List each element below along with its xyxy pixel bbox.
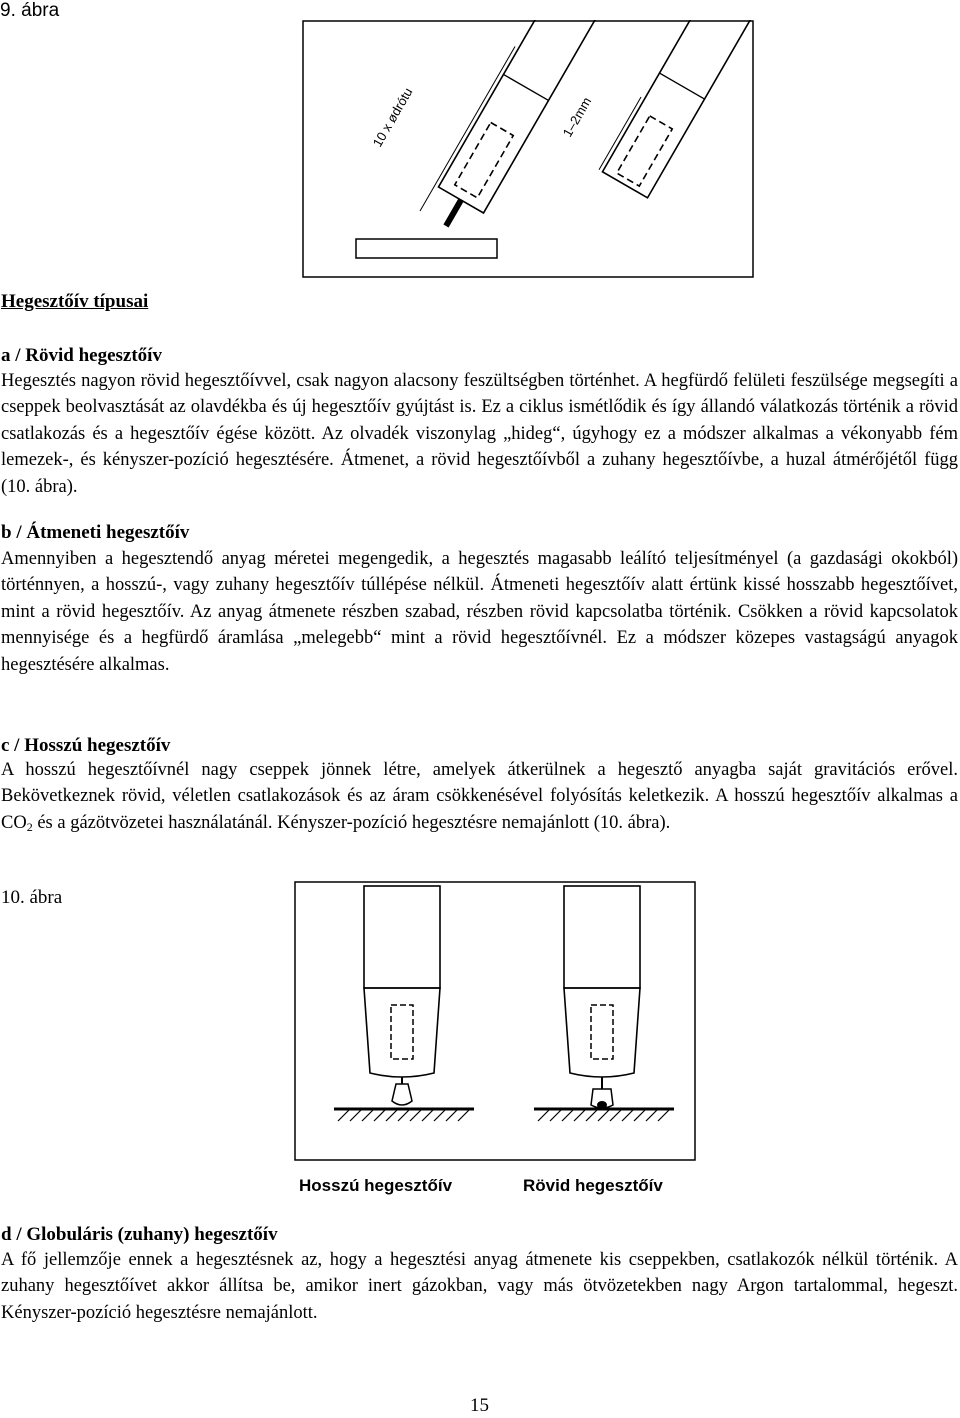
section-b-text: Amennyiben a hegesztendő anyag méretei megengedik, a hegesztés magasabb leálító teljesítményel (a gazdasági okokból) történnyen, a hosszú-, vagy zuhany hegesztőív túllépése nélkül. Átmeneti hegesztőív alatt értünk kissé hosszabb hegesztőívet, mint a rövid hegesztőív. Az anyag átmenete részben szabad, részben rövid kapcsolatba történik. Csökken a rövid kapcsolatok mennyisége és a hegfürdő áramlása „melegebb“ mint a rövid hegesztőívnél. Ez a módszer közepes vastagságú anyagok hegesztésére alkalmas. bbox=[1, 549, 958, 675]
page-number: 15 bbox=[470, 1395, 489, 1416]
figure-9-caption: 9. ábra bbox=[0, 0, 60, 21]
figure-10-diagram bbox=[294, 881, 696, 1161]
section-a-heading: a / Rövid hegesztőív bbox=[1, 345, 162, 366]
left-contact-tip bbox=[455, 123, 514, 198]
stickout-label: 10 x ødrótu bbox=[369, 85, 416, 150]
section-a-text: Hegesztés nagyon rövid hegesztőívvel, csak nagyon alacsony feszültségben történhet. A hegfürdő felületi feszülsége megsegíti a cseppek beolvasztását az olavdékba és új hegesztőív gyújtást is. Ez a ciklus ismétlődik és így állandó válatkozás történik a rövid csatlakozás és a hegesztőív égése között. Az olvadék viszonylag „hideg“, úgyhogy ez a módszer alkalmas a vékonyabb fém lemezek-, és kényszer-pozíció hegesztésére. Átmenet, a rövid hegesztőívből a zuhany hegesztőívbe, a huzal átmérőjétől függ (10. ábra). bbox=[1, 371, 958, 497]
section-title: Hegesztőív típusai bbox=[1, 291, 149, 312]
section-c-heading: c / Hosszú hegesztőív bbox=[1, 735, 171, 756]
right-torch bbox=[599, 20, 754, 198]
label-short-arc: Rövid hegesztőív bbox=[523, 1176, 663, 1195]
figure-10-caption: 10. ábra bbox=[1, 887, 63, 908]
label-long-arc: Hosszú hegesztőív bbox=[299, 1176, 453, 1195]
long-arc-torch bbox=[334, 886, 474, 1121]
long-droplet bbox=[392, 1084, 412, 1105]
short-contact-tip bbox=[591, 1005, 613, 1059]
section-d-heading: d / Globuláris (zuhany) hegesztőív bbox=[1, 1224, 278, 1245]
figure-9-diagram bbox=[302, 20, 754, 278]
short-arc-torch bbox=[534, 886, 674, 1121]
base-plate bbox=[356, 239, 497, 258]
section-d-text: A fő jellemzője ennek a hegesztésnek az, hogy a hegesztési anyag átmenete kis cseppekben, csatlakozók nélkül történik. A zuhany hegesztőívet akkor állítsa be, amikor inert gázokban, vagy más ötvözetekben nagy Argon tartalommal, hegeszt. Kényszer-pozíció hegesztésre nemajánlott. bbox=[1, 1250, 958, 1323]
left-wire bbox=[443, 199, 463, 228]
long-contact-tip bbox=[391, 1005, 413, 1059]
gap-label: 1–2mm bbox=[559, 94, 595, 140]
figure-10-frame bbox=[295, 882, 695, 1160]
right-contact-tip bbox=[617, 116, 673, 186]
section-b-heading: b / Átmeneti hegesztőív bbox=[1, 522, 190, 543]
co2-subscript: 2 bbox=[26, 819, 33, 834]
section-c-text: A hosszú hegesztőívnél nagy cseppek jönnek létre, amelyek átkerülnek a hegesztő anyagba saját gravitációs erővel. Bekövetkeznek rövid, véletlen csatlakozások és az áram csökkenésével folyósítás keletkezik. A hosszú hegesztőív alkalmas a $CO_2$ és a gázötvözetei használatánál. Kényszer-pozíció hegesztésre nemajánlott (10. ábra). bbox=[1, 760, 958, 834]
right-torch-body bbox=[602, 20, 754, 198]
